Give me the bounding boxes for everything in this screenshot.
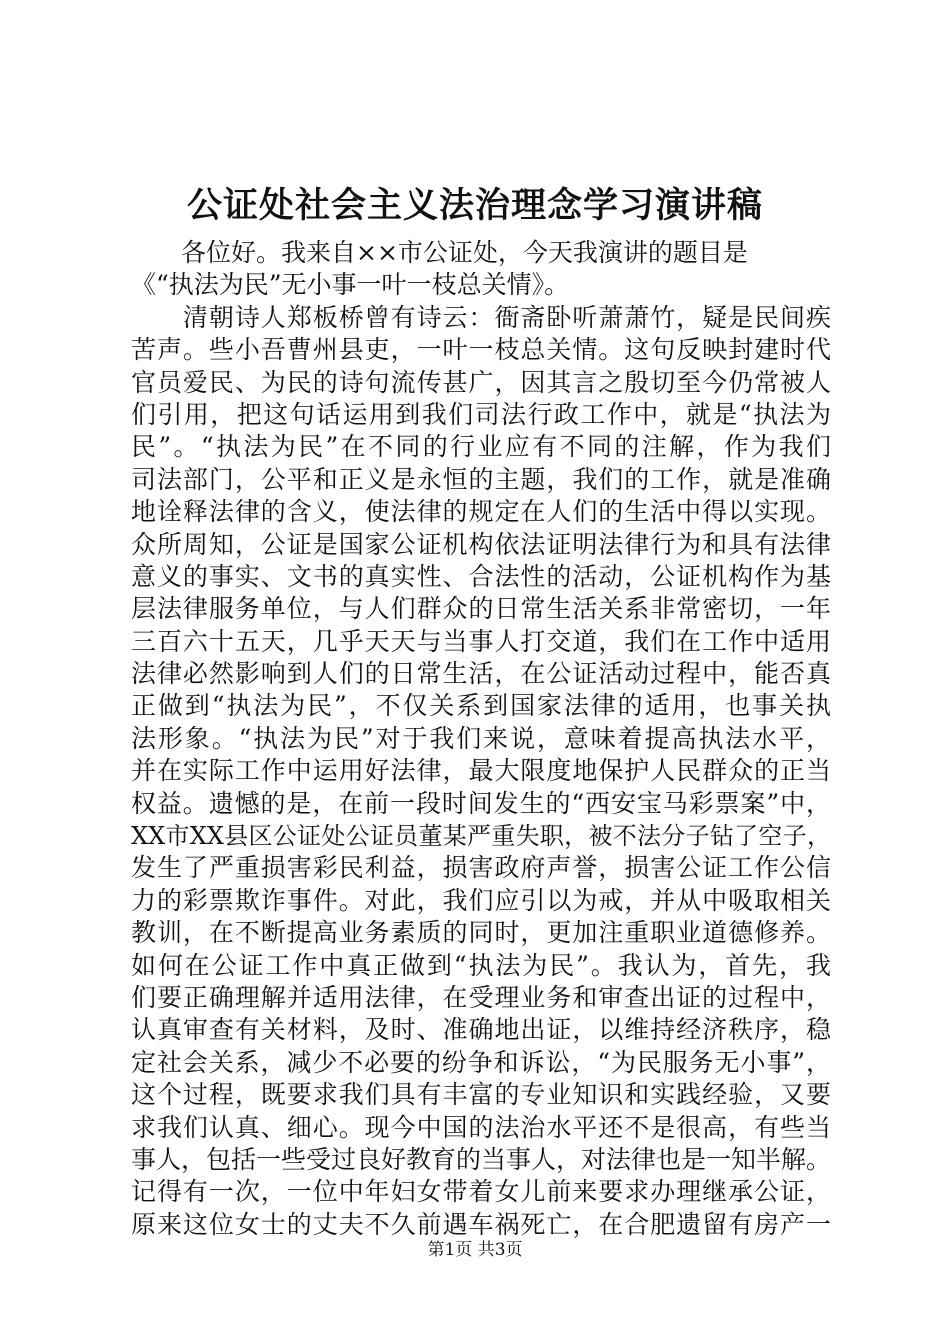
text-line: 认真审查有关材料，及时、准确地出证，以维持经济秩序，稳 — [131, 1015, 831, 1045]
text-line: XX市XX县区公证处公证员董某严重失职，被不法分子钻了空子， — [131, 822, 831, 851]
text-line: 正做到“执法为民”，不仅关系到国家法律的适用，也事关执 — [131, 691, 831, 721]
text-line: 层法律服务单位，与人们群众的日常生活关系非常密切，一年 — [131, 594, 831, 624]
text-line: 苦声。些小吾曹州县吏，一叶一枝总关情。这句反映封建时代 — [131, 335, 831, 365]
text-line: 们要正确理解并适用法律，在受理业务和审查出证的过程中， — [131, 982, 831, 1012]
text-line: 民”。“执法为民”在不同的行业应有不同的注解，作为我们 — [131, 432, 831, 462]
text-line: 官员爱民、为民的诗句流传甚广，因其言之殷切至今仍常被人 — [131, 367, 831, 397]
text-line: 司法部门，公平和正义是永恒的主题，我们的工作，就是准确 — [131, 464, 831, 494]
text-line: 事人，包括一些受过良好教育的当事人，对法律也是一知半解。 — [131, 1144, 831, 1174]
text-line: 法律必然影响到人们的日常生活，在公证活动过程中，能否真 — [131, 659, 831, 689]
text-line: 意义的事实、文书的真实性、合法性的活动，公证机构作为基 — [131, 561, 831, 591]
text-line: 清朝诗人郑板桥曾有诗云：衙斋卧听萧萧竹，疑是民间疾 — [131, 302, 831, 332]
text-line: 记得有一次，一位中年妇女带着女儿前来要求办理继承公证， — [131, 1177, 831, 1207]
text-line: 定社会关系，减少不必要的纷争和诉讼，“为民服务无小事”， — [131, 1047, 831, 1077]
document-body — [131, 237, 831, 1241]
text-line: 教训，在不断提高业务素质的同时，更加注重职业道德修养。 — [131, 918, 831, 948]
document-title: 公证处社会主义法治理念学习演讲稿 — [186, 185, 763, 226]
text-line: 求我们认真、细心。现今中国的法治水平还不是很高，有些当 — [131, 1112, 831, 1142]
text-line: 法形象。“执法为民”对于我们来说，意味着提高执法水平， — [131, 723, 831, 753]
text-line: 三百六十五天，几乎天天与当事人打交道，我们在工作中适用 — [131, 626, 831, 656]
text-line: 如何在公证工作中真正做到“执法为民”。我认为，首先，我 — [131, 950, 831, 980]
text-line: 并在实际工作中运用好法律，最大限度地保护人民群众的正当 — [131, 756, 831, 786]
page-footer: 第1页 共3页 — [427, 1240, 523, 1260]
text-line: 力的彩票欺诈事件。对此，我们应引以为戒，并从中吸取相关 — [131, 885, 831, 915]
text-line: 原来这位女士的丈夫不久前遇车祸死亡，在合肥遗留有房产一 — [131, 1209, 831, 1239]
text-line: 这个过程，既要求我们具有丰富的专业知识和实践经验，又要 — [131, 1080, 831, 1110]
text-line: 众所周知，公证是国家公证机构依法证明法律行为和具有法律 — [131, 529, 831, 559]
text-line: 《“执法为民”无小事一叶一枝总关情》。 — [131, 270, 570, 300]
text-line: 们引用，把这句话运用到我们司法行政工作中，就是“执法为 — [131, 399, 831, 429]
text-line: 权益。遗憾的是，在前一段时间发生的“西安宝马彩票案”中， — [131, 788, 831, 818]
text-line: 发生了严重损害彩民利益，损害政府声誉，损害公证工作公信 — [131, 853, 831, 883]
text-line: 各位好。我来自××市公证处，今天我演讲的题目是 — [131, 238, 748, 267]
text-line: 地诠释法律的含义，使法律的规定在人们的生活中得以实现。 — [131, 497, 831, 527]
